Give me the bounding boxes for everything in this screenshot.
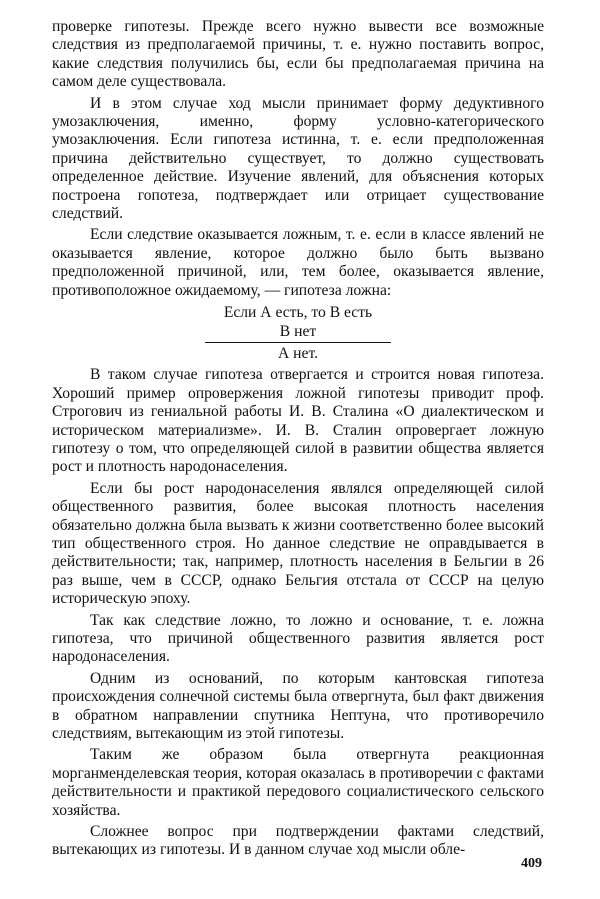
syllogism-conclusion: А нет. [278,344,318,362]
paragraph-kant-hypothesis: Одним из оснований, по которым кантовская гипотеза происхождения солнечной системы была отвергнута, был факт движения в обратном направлении спутника Нептуна, что противоречило следствиям, вытекающим из этой гипотезы. [52,669,544,743]
paragraph-deductive-form: И в этом случае ход мысли принимает форму дедуктивного умозаключения, именно, форму условно-категорического умозаключения. Если гипотеза истинна, т. е. если предположенная причина действительно существует, то должно существовать определенное действие. Изучение явлений, для объяснения которых построена гопотеза, подтверждает или отрицает существование следствий. [52,94,544,223]
text-column [52,18,544,863]
syllogism-block [52,304,544,363]
paragraph-confirmation: Сложнее вопрос при подтверждении фактами следствий, вытекающих из гипотезы. И в данном случае ход мысли обле- [52,823,544,859]
paragraph-false-basis: Так как следствие ложно, то ложно и основание, т. е. ложна гипотеза, что причиной общественного развития является рост народонаселения. [52,611,544,666]
page-number: 409 [521,856,542,871]
syllogism-divider [205,342,391,343]
paragraph-false-consequence: Если следствие оказывается ложным, т. е. если в классе явлений не оказывается явление, которое должно было быть вызвано предположенной причиной, или, тем более, оказывается явление, противоположное ожидаемому, — гипотеза ложна: [52,226,544,299]
syllogism-minor-premise: В нет [279,322,317,340]
paragraph-new-hypothesis: В таком случае гипотеза отвергается и строится новая гипотеза. Хороший пример опровержения ложной гипотезы приводит проф. Строгович из гениальной работы И. В. Сталина «О диалектическом и историческом материализме». И. В. Сталин опровергает ложную гипотезу о том, что определяющей силой в развитии общества является рост и плотность народонаселения. [52,366,544,476]
syllogism-major-premise: Если А есть, то В есть [223,304,373,322]
paragraph-continuation: проверке гипотезы. Прежде всего нужно вывести все возможные следствия из предполагаемой причины, т. е. нужно поставить вопрос, какие следствия получились бы, если бы предполагаемая причина на самом деле существовала. [52,18,544,91]
paragraph-population-example: Если бы рост народонаселения являлся определяющей силой общественного развития, более высокая плотность населения обязательно должна была вызвать к жизни соответственно более высокий тип общественного строя. Но данное следствие не оправдывается в действительности; так, например, плотность населения в Бельгии в 26 раз выше, чем в СССР, однако Бельгия отстала от СССР на целую историческую эпоху. [52,479,544,608]
paragraph-morgan-mendel: Таким же образом была отвергнута реакционная морганменделевская теория, которая оказалась в противоречии с фактами действительности и практикой передового социалистического сельского хозяйства. [52,746,544,819]
